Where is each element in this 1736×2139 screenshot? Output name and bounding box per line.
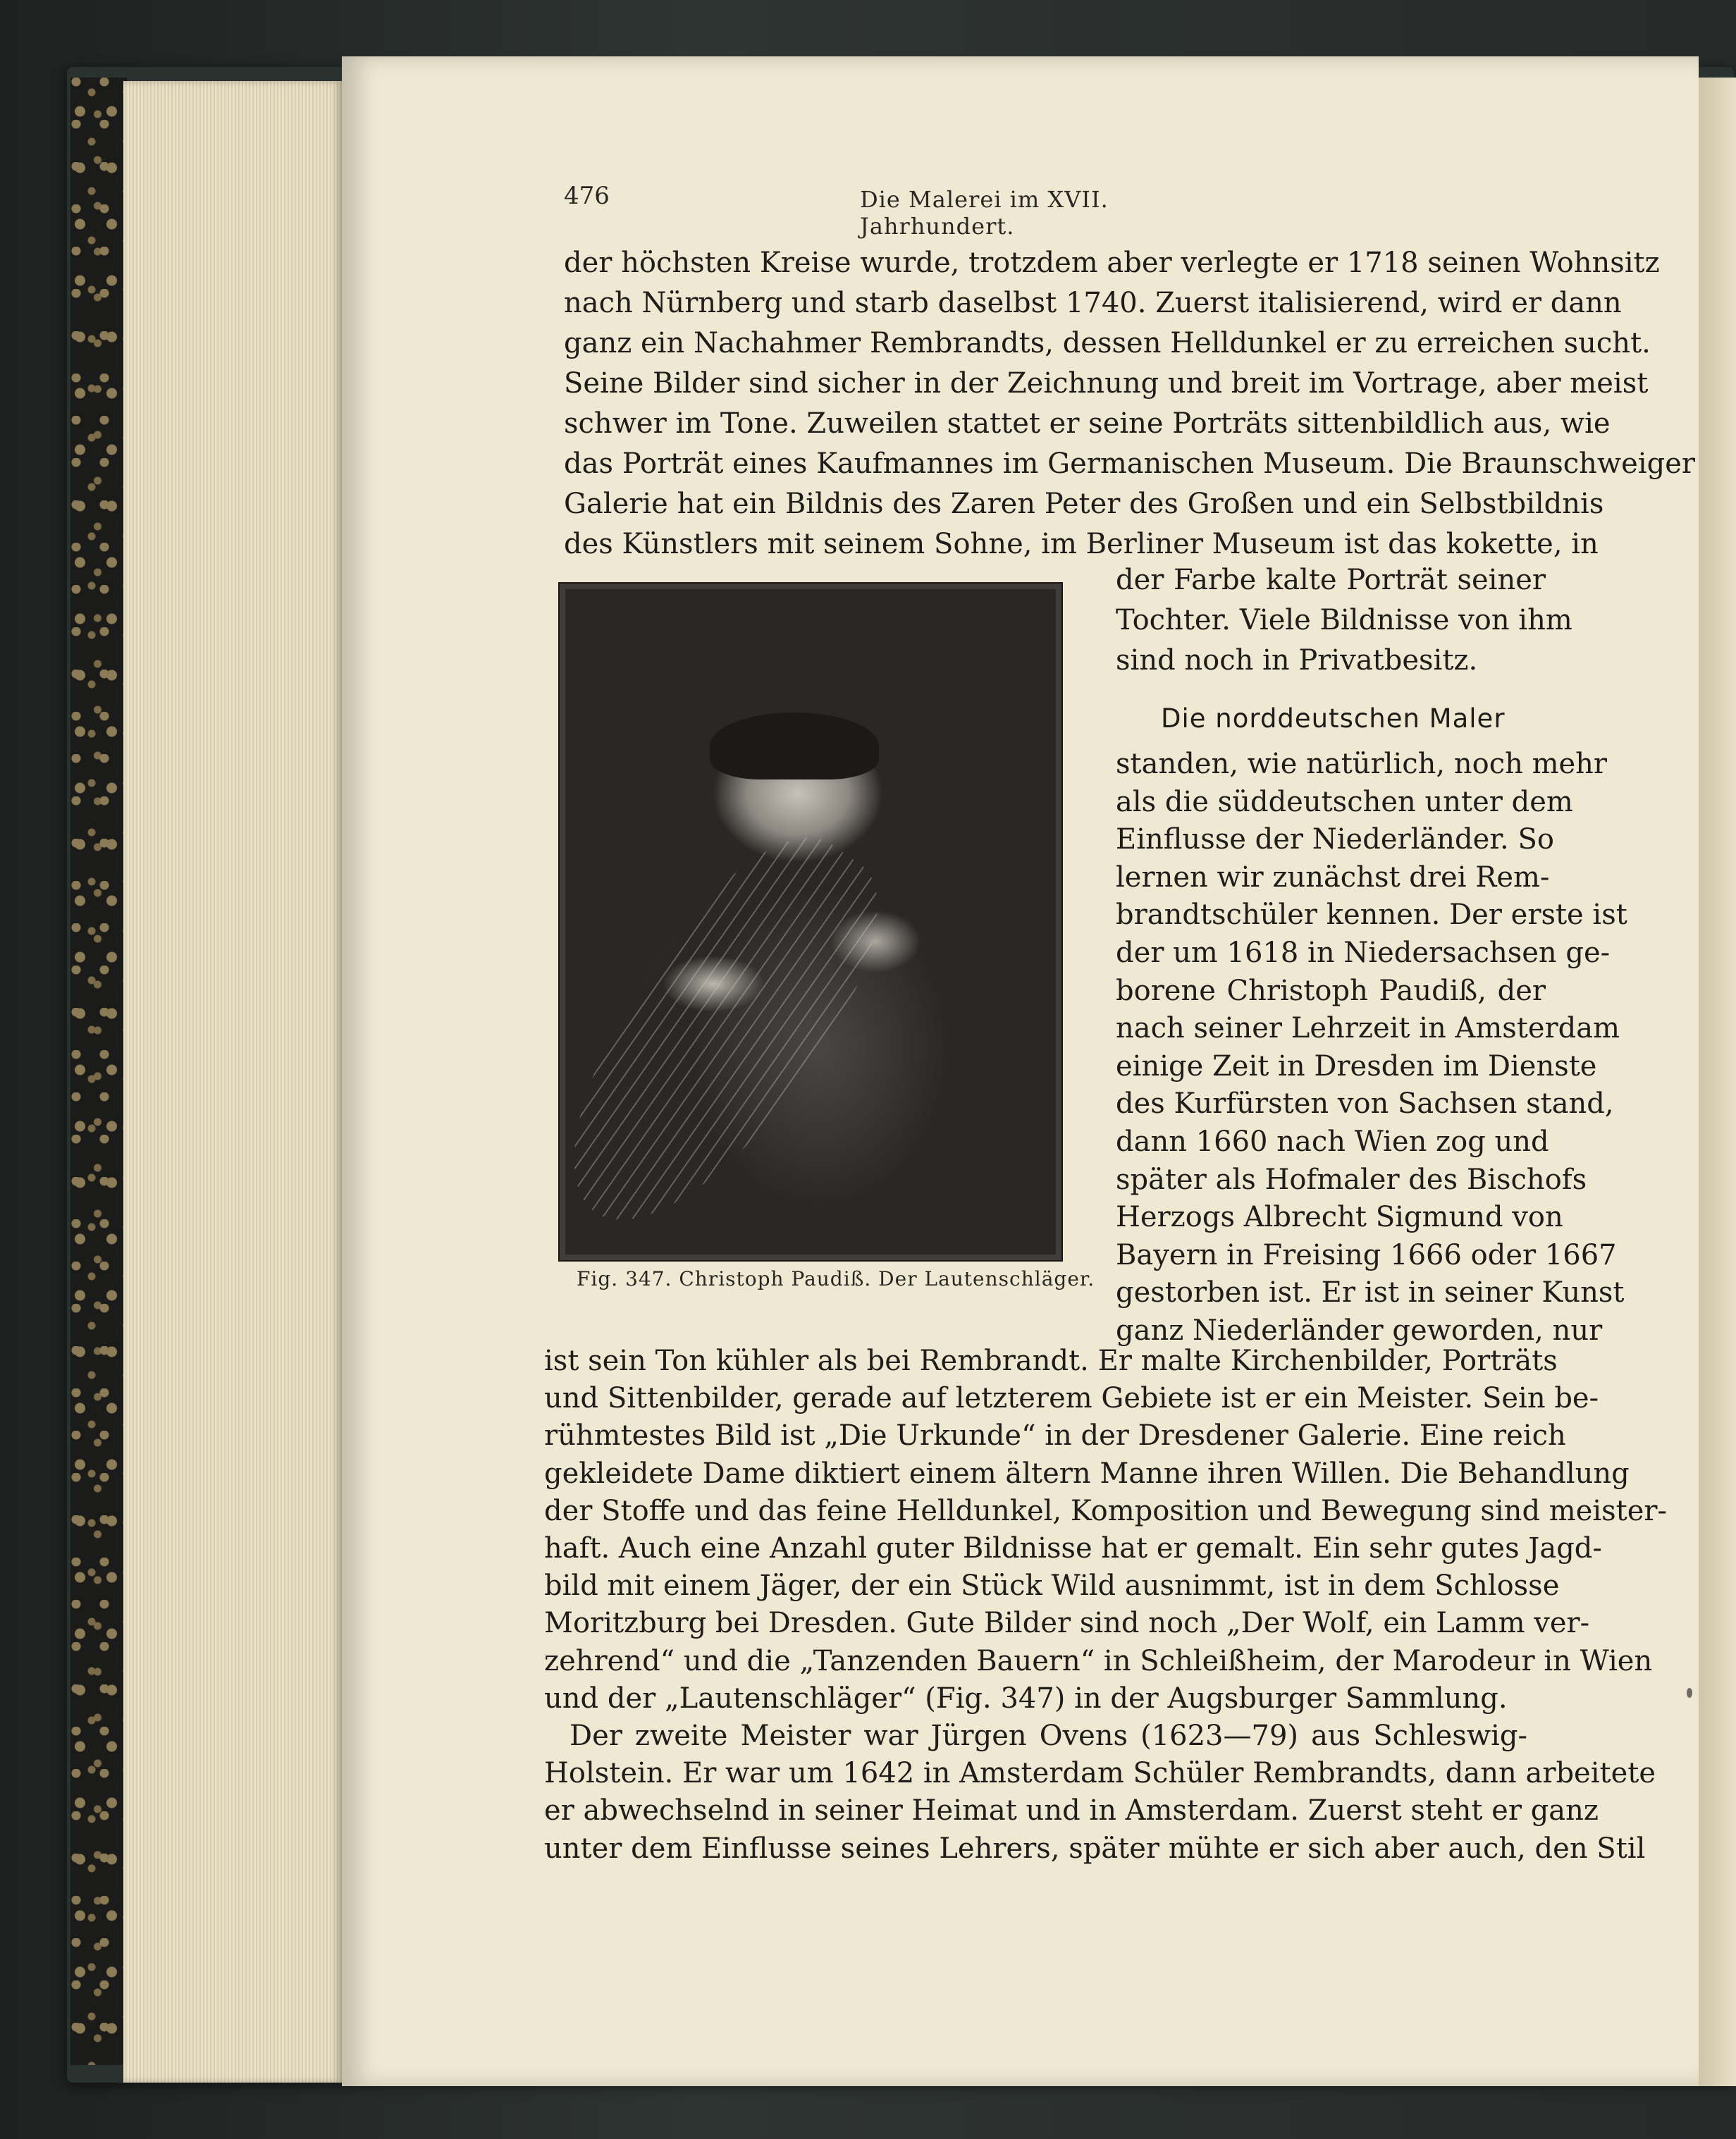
text-line: einige Zeit in Dresden im Dienste xyxy=(1116,1049,1597,1083)
figure-caption: Fig. 347. Christoph Paudiß. Der Lautenschläger. xyxy=(577,1267,1095,1290)
text-line: rühmtestes Bild ist „Die Urkunde“ in der Dresdener Galerie. Eine reich xyxy=(544,1419,1566,1453)
top-paragraph xyxy=(564,243,1695,565)
text-line: das Porträt eines Kaufmannes im Germanischen Museum. Die Braunschweiger xyxy=(564,448,1695,480)
text-line: ganz Niederländer geworden, nur xyxy=(1116,1314,1603,1347)
portrait-image xyxy=(565,589,1056,1255)
text-line: später als Hofmaler des Bischofs xyxy=(1116,1163,1587,1196)
text-line: zehrend“ und die „Tanzenden Bauern“ in Schleißheim, der Marodeur in Wien xyxy=(544,1644,1653,1677)
text-line: der Farbe kalte Porträt seiner xyxy=(1116,564,1546,596)
text-line: schwer im Tone. Zuweilen stattet er seine Porträts sittenbildlich aus, wie xyxy=(564,407,1611,440)
text-line: des Kurfürsten von Sachsen stand, xyxy=(1116,1087,1614,1121)
text-line: der Stoffe und das feine Helldunkel, Komposition und Bewegung sind meister- xyxy=(544,1494,1668,1527)
hat-shape xyxy=(710,713,879,779)
page-number: 476 xyxy=(564,182,610,210)
section-heading: Die norddeutschen Maler xyxy=(1161,703,1506,734)
running-head xyxy=(564,182,1269,240)
text-line: nach Nürnberg und starb daselbst 1740. Zuerst italisierend, wird er dann xyxy=(564,287,1622,319)
text-line: Der zweite Meister war Jürgen Ovens (1623—79) aus Schleswig- xyxy=(570,1720,1527,1753)
text-line: ist sein Ton kühler als bei Rembrandt. Er malte Kirchenbilder, Porträts xyxy=(544,1345,1558,1377)
text-line: Einflusse der Niederländer. So xyxy=(1116,823,1554,856)
text-line: nach seiner Lehrzeit in Amsterdam xyxy=(1116,1012,1620,1045)
lute-shape xyxy=(520,801,921,1264)
text-line: als die süddeutschen unter dem xyxy=(1116,785,1573,818)
text-line: haft. Auch eine Anzahl guter Bildnisse hat er gemalt. Ein sehr gutes Jagd- xyxy=(544,1532,1602,1565)
next-page-edge xyxy=(1699,78,1736,2086)
text-line: Moritzburg bei Dresden. Gute Bilder sind noch „Der Wolf, ein Lamm ver- xyxy=(544,1607,1590,1640)
text-line: dann 1660 nach Wien zog und xyxy=(1116,1125,1549,1158)
text-line: lernen wir zunächst drei Rem- xyxy=(1116,861,1550,894)
text-line: Tochter. Viele Bildnisse von ihm xyxy=(1116,604,1572,636)
text-line: Galerie hat ein Bildnis des Zaren Peter des Großen und ein Selbstbildnis xyxy=(564,488,1604,520)
text-line: und Sittenbilder, gerade auf letzterem Gebiete ist er ein Meister. Sein be- xyxy=(544,1382,1599,1415)
figure-lute-player-photo xyxy=(558,582,1063,1262)
text-line: standen, wie natürlich, noch mehr xyxy=(1116,748,1608,780)
text-line: sind noch in Privatbesitz. xyxy=(1116,644,1478,677)
text-line: der höchsten Kreise wurde, trotzdem aber verlegte er 1718 seinen Wohnsitz xyxy=(564,247,1660,279)
text-line: ganz ein Nachahmer Rembrandts, dessen Helldunkel er zu erreichen sucht. xyxy=(564,327,1651,359)
text-line: Bayern in Freising 1666 oder 1667 xyxy=(1116,1238,1617,1271)
side-paragraph-a xyxy=(1116,560,1572,681)
text-line: brandtschüler kennen. Der erste ist xyxy=(1116,899,1627,932)
side-paragraph-b xyxy=(1116,746,1627,1350)
text-line: bild mit einem Jäger, der ein Stück Wild ausnimmt, ist in dem Schlosse xyxy=(544,1570,1560,1603)
text-line: Herzogs Albrecht Sigmund von xyxy=(1116,1201,1563,1234)
left-page-stack xyxy=(123,81,342,2083)
text-line: gestorben ist. Er ist in seiner Kunst xyxy=(1116,1276,1625,1309)
marbled-endpaper xyxy=(70,78,127,2065)
text-line: Seine Bilder sind sicher in der Zeichnung und breit im Vortrage, aber meist xyxy=(564,367,1649,400)
running-title: Die Malerei im XVII. Jahrhundert. xyxy=(860,186,1109,240)
paper-speck xyxy=(1687,1688,1692,1698)
text-line: der um 1618 in Niedersachsen ge- xyxy=(1116,936,1611,969)
text-line: er abwechselnd in seiner Heimat und in Amsterdam. Zuerst steht er ganz xyxy=(544,1794,1599,1827)
text-line: borene Christoph Paudiß, der xyxy=(1116,974,1546,1007)
text-line: unter dem Einflusse seines Lehrers, später mühte er sich aber auch, den Stil xyxy=(544,1832,1646,1865)
text-line: des Künstlers mit seinem Sohne, im Berliner Museum ist das kokette, in xyxy=(564,528,1599,560)
text-line: und der „Lautenschläger“ (Fig. 347) in der Augsburger Sammlung. xyxy=(544,1682,1508,1715)
bottom-paragraph xyxy=(544,1343,1668,1868)
text-line: Holstein. Er war um 1642 in Amsterdam Schüler Rembrandts, dann arbeitete xyxy=(544,1757,1656,1790)
text-line: gekleidete Dame diktiert einem ältern Manne ihren Willen. Die Behandlung xyxy=(544,1457,1630,1490)
